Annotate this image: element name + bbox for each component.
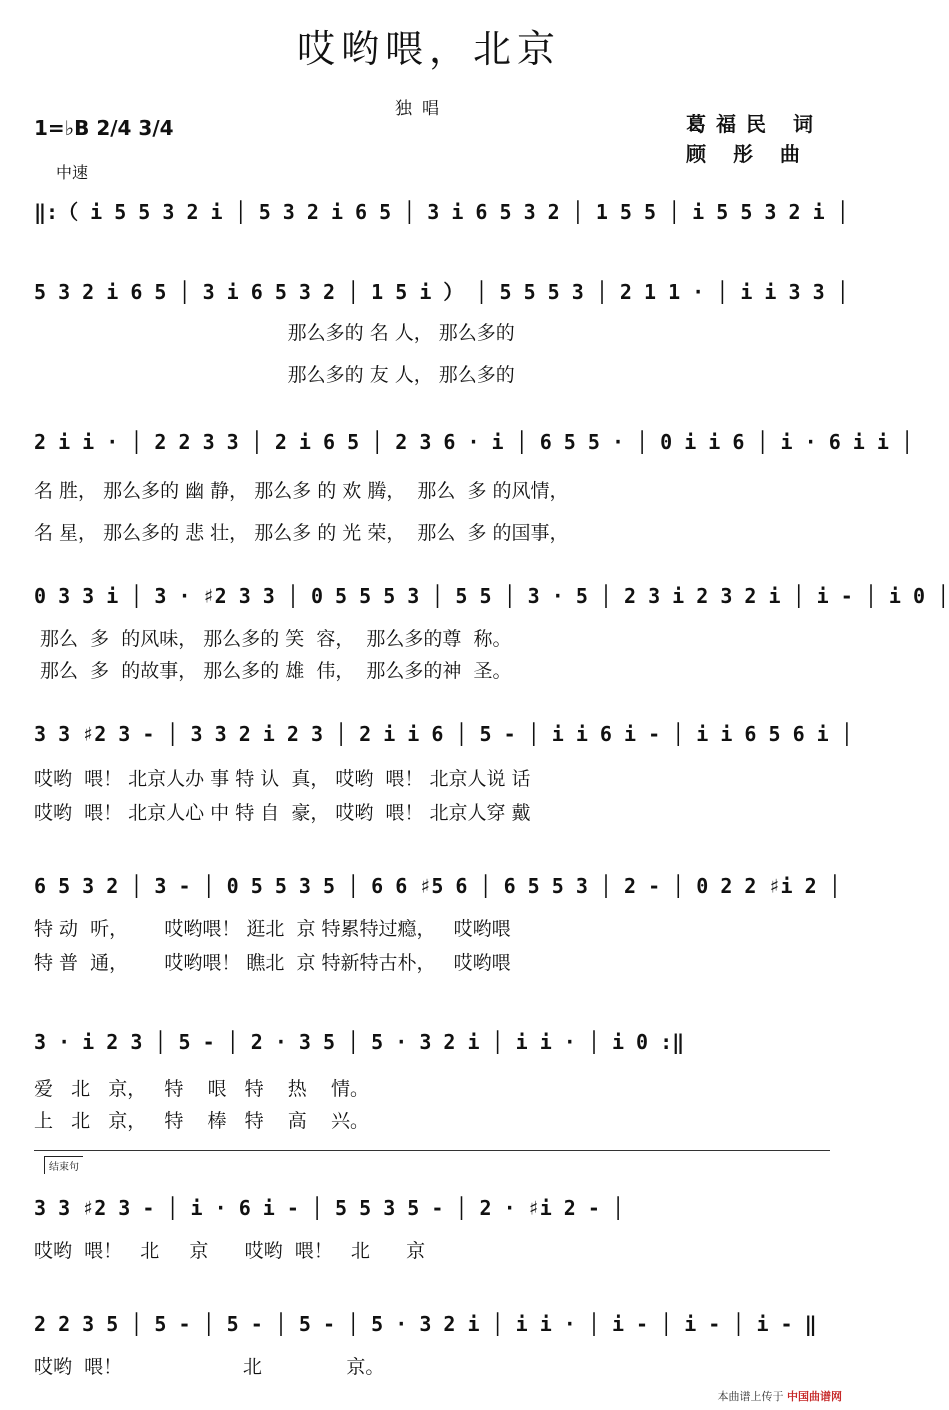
score-row-2: 5 3 2 i 6 5 │ 3 i 6 5 3 2 │ 1 5 i ） │ 5 5 5 3 │ 2 1 1 · │ i i 3 3 │ xyxy=(34,280,849,304)
lyric-row-6-verse-2: 特 普 通， 哎哟喂！ 瞧北 京 特新特古朴， 哎哟喂 xyxy=(34,952,511,974)
footer-credit xyxy=(718,1388,843,1404)
lyric-row-7-verse-1: 爱 北 京， 特 哏 特 热 情。 xyxy=(34,1078,369,1100)
lyric-row-6-verse-1: 特 动 听， 哎哟喂！ 逛北 京 特累特过瘾， 哎哟喂 xyxy=(34,918,511,940)
score-row-3: 2 i i · │ 2 2 3 3 │ 2 i 6 5 │ 2 3 6 · i │ 6 5 5 · │ 0 i i 6 │ i · 6 i i │ xyxy=(34,430,913,454)
lyric-row-9-verse-1: 哎哟 喂！ 北 京。 xyxy=(34,1356,385,1378)
score-row-6: 6 5 3 2 │ 3 - │ 0 5 5 3 5 │ 6 6 ♯5 6 │ 6 5 5 3 │ 2 - │ 0 2 2 ♯i 2 │ xyxy=(34,874,841,898)
composer-credit: 顾 彤 曲 xyxy=(686,142,810,166)
performance-type: 独唱 xyxy=(395,99,449,119)
lyric-row-4-verse-2: 那么 多 的故事， 那么多的 雄 伟， 那么多的神 圣。 xyxy=(34,660,512,682)
lyric-row-3-verse-1: 名 胜， 那么多的 幽 静， 那么多 的 欢 腾， 那么 多 的风情， xyxy=(34,480,569,502)
lyric-row-2-verse-1: 那么多的 名 人， 那么多的 xyxy=(34,322,515,344)
tempo-marking: 中速 xyxy=(56,163,89,182)
score-row-7: 3 · i 2 3 │ 5 - │ 2 · 3 5 │ 5 · 3 2 i │ i i · │ i 0 :‖ xyxy=(34,1030,685,1054)
score-row-9: 2 2 3 5 │ 5 - │ 5 - │ 5 - │ 5 · 3 2 i │ i i · │ i - │ i - │ i - ‖ xyxy=(34,1312,817,1336)
lyric-row-8-verse-1: 哎哟 喂！ 北 京 哎哟 喂！ 北 京 xyxy=(34,1240,426,1262)
footer-site[interactable]: 中国曲谱网 xyxy=(787,1390,842,1403)
coda-label: 结束句 xyxy=(44,1156,83,1174)
page-title: 哎哟喂，北京 xyxy=(296,27,561,71)
score-row-8: 3 3 ♯2 3 - │ i · 6 i - │ 5 5 3 5 - │ 2 · ♯i 2 - │ xyxy=(34,1196,625,1220)
key-signature: 1=♭B 2/4 3/4 xyxy=(34,116,174,140)
lyric-row-5-verse-2: 哎哟 喂！ 北京人心 中 特 自 豪， 哎哟 喂！ 北京人穿 戴 xyxy=(34,802,531,824)
coda-separator xyxy=(34,1150,830,1151)
score-row-5: 3 3 ♯2 3 - │ 3 3 2 i 2 3 │ 2 i i 6 │ 5 - │ i i 6 i - │ i i 6 5 6 i │ xyxy=(34,722,853,746)
lyricist-credit: 葛福民 词 xyxy=(686,112,823,136)
lyric-row-3-verse-2: 名 星， 那么多的 悲 壮， 那么多 的 光 荣， 那么 多 的国事， xyxy=(34,522,569,544)
lyric-row-4-verse-1: 那么 多 的风味， 那么多的 笑 容， 那么多的尊 称。 xyxy=(34,628,512,650)
lyric-row-5-verse-1: 哎哟 喂！ 北京人办 事 特 认 真， 哎哟 喂！ 北京人说 话 xyxy=(34,768,531,790)
lyric-row-7-verse-2: 上 北 京， 特 棒 特 高 兴。 xyxy=(34,1110,369,1132)
lyric-row-2-verse-2: 那么多的 友 人， 那么多的 xyxy=(34,364,515,386)
score-row-1: ‖:（ i 5 5 3 2 i │ 5 3 2 i 6 5 │ 3 i 6 5 3 2 │ 1 5 5 │ i 5 5 3 2 i │ xyxy=(34,200,849,224)
score-row-4: 0 3 3 i │ 3 · ♯2 3 3 │ 0 5 5 5 3 │ 5 5 │ 3 · 5 │ 2 3 i 2 3 2 i │ i - │ i 0 │ xyxy=(34,584,949,608)
footer-prefix: 本曲谱上传于 xyxy=(717,1390,784,1403)
